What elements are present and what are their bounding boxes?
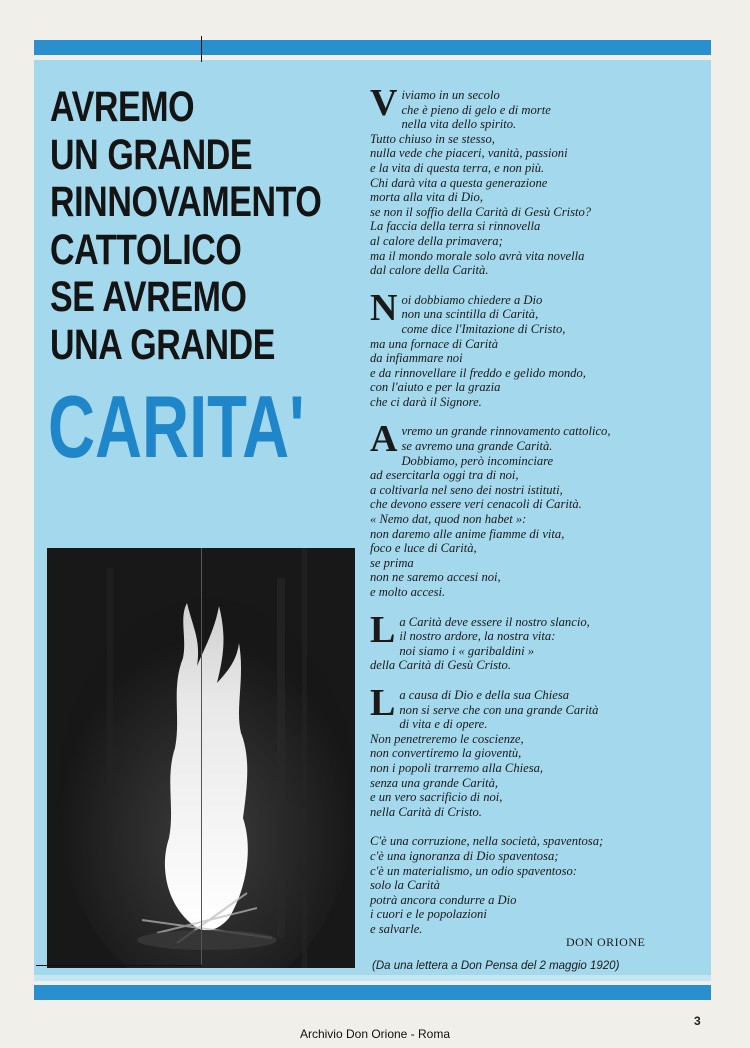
article-body (370, 82, 700, 938)
article-line: che è pieno di gelo e di morte (401, 102, 551, 117)
article-line: i cuori e le popolazioni (370, 907, 487, 922)
article-line: non si serve che con una grande Carità (399, 702, 599, 717)
article-line: La faccia della terra si rinnovella (370, 219, 541, 234)
article-line: dal calore della Carità. (370, 263, 489, 278)
headline (50, 83, 322, 369)
archive-label: Archivio Don Orione - Roma (299, 1027, 451, 1041)
article-line: c'è una ignoranza di Dio spaventosa; (370, 848, 559, 863)
article-line: se non il soffio della Carità di Gesù Cristo? (370, 204, 592, 219)
signature: DON ORIONE (566, 935, 646, 949)
article-line: se prima (370, 555, 414, 570)
article-line: solo la Carità (370, 878, 440, 893)
drop-cap: L (370, 681, 396, 724)
article-line: vremo un grande rinnovamento cattolico, (401, 424, 611, 439)
source-citation: (Da una lettera a Don Pensa del 2 maggio 1920) (372, 960, 620, 972)
crop-mark-horizontal (36, 965, 202, 966)
panel-bottom-edge (34, 975, 711, 981)
article-paragraph (370, 608, 700, 673)
article-paragraph (370, 286, 700, 410)
headline-line: UN GRANDE (50, 130, 253, 179)
article-line: a causa di Dio e della sua Chiesa (399, 687, 570, 702)
article-paragraph (370, 834, 700, 936)
article-line: Tutto chiuso in se stesso, (370, 131, 495, 146)
article-line: al calore della primavera; (370, 233, 503, 248)
top-blue-bar (34, 40, 711, 55)
drop-cap: L (370, 608, 396, 651)
headline-line: SE AVREMO (50, 273, 247, 321)
article-line: non daremo alle anime fiamme di vita, (370, 526, 565, 541)
article-line: noi siamo i « garibaldini » (399, 643, 535, 658)
article-line: che ci darà il Signore. (370, 394, 482, 409)
article-line: a Carità deve essere il nostro slancio, (399, 614, 590, 629)
headline-highlight-word: CARITA' (48, 377, 305, 476)
article-line: potrà ancora condurre a Dio (370, 892, 517, 907)
article-paragraph (370, 681, 700, 819)
article-line: da infiammare noi (370, 351, 463, 366)
article-line: ma il mondo morale solo avrà vita novella (370, 248, 585, 263)
article-line: e salvarle. (370, 921, 423, 936)
article-line: ma una fornace di Carità (370, 336, 499, 351)
article-line: come dice l'Imitazione di Cristo, (401, 321, 566, 336)
article-line: iviamo in un secolo (401, 88, 500, 102)
article-line: foco e luce di Carità, (370, 541, 477, 556)
article-line: se avremo una grande Carità. (401, 439, 553, 454)
article-line: c'è un materialismo, un odio spaventoso: (370, 863, 577, 878)
article-line: e da rinnovellare il freddo e gelido mondo, (370, 365, 586, 380)
article-line: non i popoli trarremo alla Chiesa, (370, 760, 544, 775)
drop-cap: A (370, 418, 398, 461)
article-line: morta alla vita di Dio, (370, 190, 483, 205)
drop-cap: V (370, 82, 398, 124)
article-line: Chi darà vita a questa generazione (370, 175, 548, 190)
article-line: nella vita dello spirito. (401, 117, 517, 132)
headline-line: UNA GRANDE (50, 320, 276, 369)
article-line: che devono essere veri cenacoli di Carità. (370, 497, 582, 512)
article-line: C'è una corruzione, nella società, spaventosa; (370, 834, 604, 849)
article-line: di vita e di opere. (399, 717, 488, 732)
article-line: e molto accesi. (370, 585, 446, 599)
page-number: 3 (694, 1014, 701, 1028)
article-line: non una scintilla di Carità, (401, 307, 539, 322)
article-paragraph (370, 82, 700, 278)
article-line: Dobbiamo, però incominciare (401, 453, 554, 468)
article-line: a coltivarla nel seno dei nostri istituti, (370, 482, 563, 497)
headline-line: AVREMO (50, 83, 195, 131)
article-line: « Nemo dat, quod non habet »: (370, 512, 527, 527)
article-line: con l'aiuto e per la grazia (370, 380, 501, 395)
article-line: nella Carità di Cristo. (370, 804, 482, 819)
article-paragraph (370, 418, 700, 599)
article-line: oi dobbiamo chiedere a Dio (401, 292, 543, 307)
article-line: della Carità di Gesù Cristo. (370, 658, 511, 673)
bottom-blue-bar (34, 985, 711, 1000)
article-line: ad esercitarla oggi tra di noi, (370, 468, 519, 483)
drop-cap: N (370, 286, 398, 329)
article-line: senza una grande Carità, (370, 775, 499, 790)
crop-mark-vertical (201, 548, 202, 966)
article-line: e la vita di questa terra, e non più. (370, 160, 545, 175)
headline-line: CATTOLICO (50, 225, 242, 274)
headline-line: RINNOVAMENTO (50, 178, 322, 226)
article-line: Non penetreremo le coscienze, (370, 731, 524, 746)
article-line: il nostro ardore, la nostra vita: (399, 629, 556, 644)
article-line: non convertiremo la gioventù, (370, 746, 522, 761)
article-line: nulla vede che piaceri, vanità, passioni (370, 146, 568, 161)
crop-mark-vertical-top (201, 36, 202, 62)
article-line: non ne saremo accesi noi, (370, 570, 501, 585)
article-line: e un vero sacrificio di noi, (370, 790, 503, 805)
